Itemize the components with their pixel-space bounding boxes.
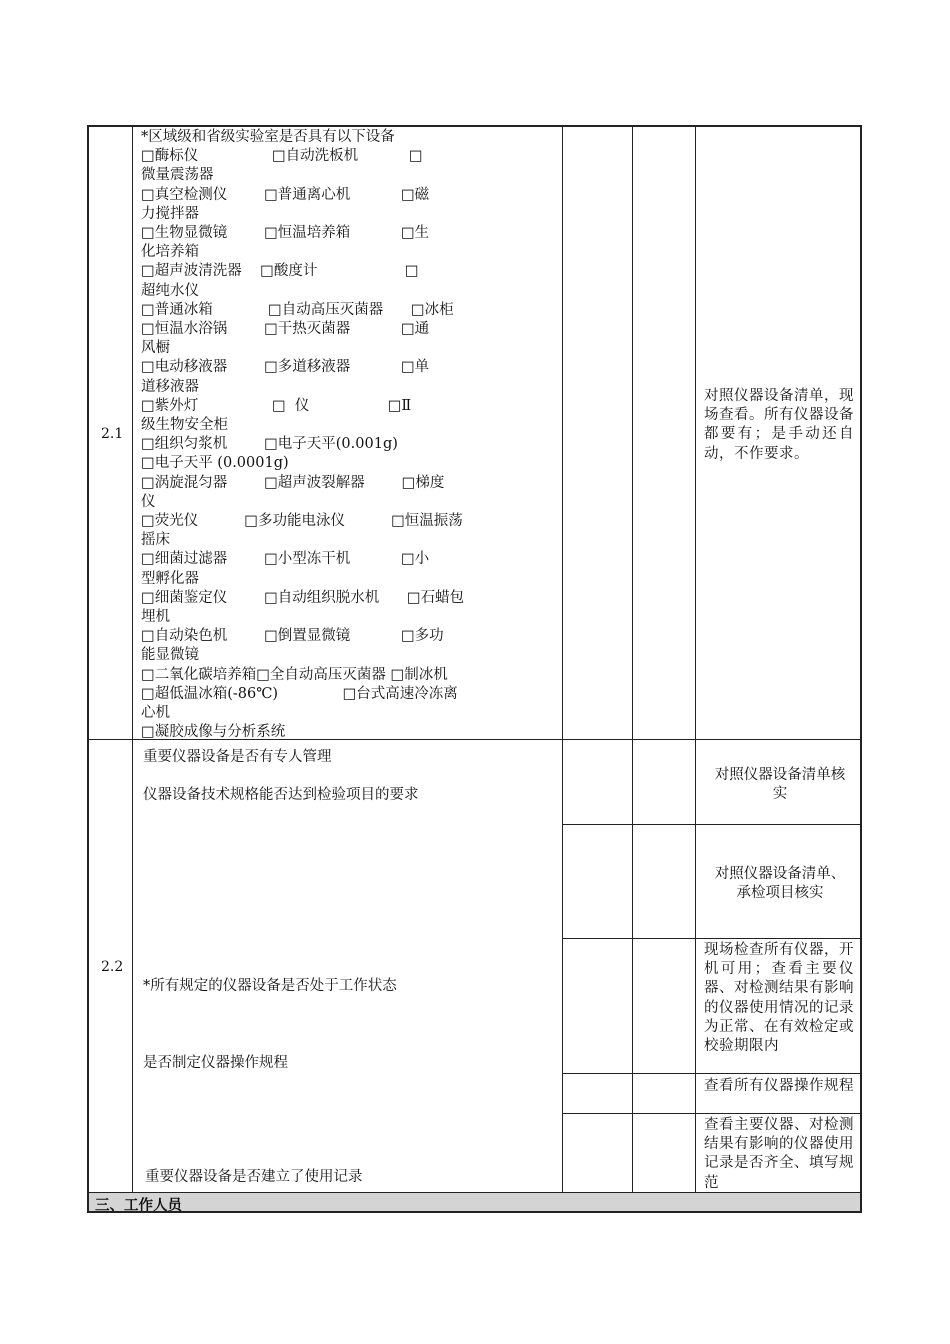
equipment-line: □荧光仪 □多功能电泳仪 □恒温振荡 [141, 513, 463, 529]
column-divider [562, 126, 563, 1193]
equipment-line: 埋机 [141, 609, 170, 625]
equipment-line: 化培养箱 [141, 244, 199, 261]
item-note: 现场检查所有仪器，开机可用；查看主要仪器、对检测结果有影响的仪器使用情况的记录为正常、在有效检定或校验期限内 [704, 942, 854, 1055]
check-item: 重要仪器设备是否有专人管理 [143, 749, 332, 765]
equipment-line: *区域级和省级实验室是否具有以下设备 [141, 129, 395, 145]
column-divider [632, 126, 633, 1193]
check-item: *所有规定的仪器设备是否处于工作状态 [143, 978, 397, 994]
equipment-line: 风橱 [141, 340, 170, 357]
section-title: 三、工作人员 [95, 1198, 182, 1214]
equipment-line: □电动移液器 □多道移液器 □单 [141, 359, 430, 376]
equipment-line: □紫外灯 □ 仪 □Ⅱ [141, 397, 412, 414]
section-number: 2.2 [101, 959, 124, 975]
equipment-line: □恒温水浴锅 □干热灭菌器 □通 [141, 321, 430, 337]
equipment-line: □生物显微镜 □恒温培养箱 □生 [141, 225, 430, 241]
equipment-line: 道移液器 [141, 378, 199, 395]
equipment-line: □二氧化碳培养箱□全自动高压灭菌器 □制冰机 [141, 666, 448, 683]
equipment-line: 型孵化器 [141, 570, 199, 587]
equipment-line: 级生物安全柜 [141, 417, 228, 433]
equipment-line: □酶标仪 □自动洗板机 □ [141, 148, 423, 165]
equipment-line: □真空检测仪 □普通离心机 □磁 [141, 186, 430, 203]
row-divider [562, 938, 860, 939]
equipment-line: □超声波清洗器 □酸度计 □ [141, 263, 419, 280]
equipment-line: □细菌过滤器 □小型冻干机 □小 [141, 551, 430, 568]
column-divider [132, 126, 133, 1193]
equipment-line: 心机 [141, 705, 170, 721]
check-item: 是否制定仪器操作规程 [143, 1055, 288, 1071]
item-note: 对照仪器设备清单、承检项目核实 [714, 866, 846, 902]
equipment-line: □组织匀浆机 □电子天平(0.001g) [141, 436, 398, 453]
section-header-row [89, 1193, 860, 1211]
row-divider [562, 1113, 860, 1114]
item-note: 对照仪器设备清单核实 [714, 767, 846, 803]
equipment-line: 力搅拌器 [141, 205, 199, 222]
equipment-line: 仪 [141, 493, 156, 510]
equipment-line: 微量震荡器 [141, 167, 214, 184]
section-note: 对照仪器设备清单，现场查看。所有仪器设备都要有；是手动还自动，不作要求。 [704, 388, 854, 462]
check-item: 重要仪器设备是否建立了使用记录 [145, 1169, 363, 1185]
column-divider [695, 126, 696, 1193]
check-item: 仪器设备技术规格能否达到检验项目的要求 [143, 787, 419, 803]
equipment-line: □普通冰箱 □自动高压灭菌器 □冰柜 [141, 301, 454, 318]
row-divider [562, 1073, 860, 1074]
equipment-line: 超纯水仪 [141, 282, 199, 299]
equipment-line: □细菌鉴定仪 □自动组织脱水机 □石蜡包 [141, 589, 465, 606]
equipment-line: □超低温冰箱(-86℃) □台式高速冷冻离 [141, 685, 458, 702]
equipment-line: □涡旋混匀器 □超声波裂解器 □梯度 [141, 474, 445, 491]
item-note: 查看所有仪器操作规程 [704, 1078, 854, 1094]
equipment-line: □自动染色机 □倒置显微镜 □多功 [141, 628, 444, 645]
row-divider [562, 824, 860, 825]
item-note: 查看主要仪器、对检测结果有影响的仪器使用记录是否齐全、填写规范 [704, 1117, 854, 1191]
section-number: 2.1 [101, 426, 124, 442]
equipment-line: 能显微镜 [141, 647, 199, 664]
equipment-line: □凝胶成像与分析系统 [141, 724, 286, 741]
equipment-line: 摇床 [141, 532, 170, 549]
equipment-line: □电子天平 (0.0001g) [141, 455, 289, 472]
